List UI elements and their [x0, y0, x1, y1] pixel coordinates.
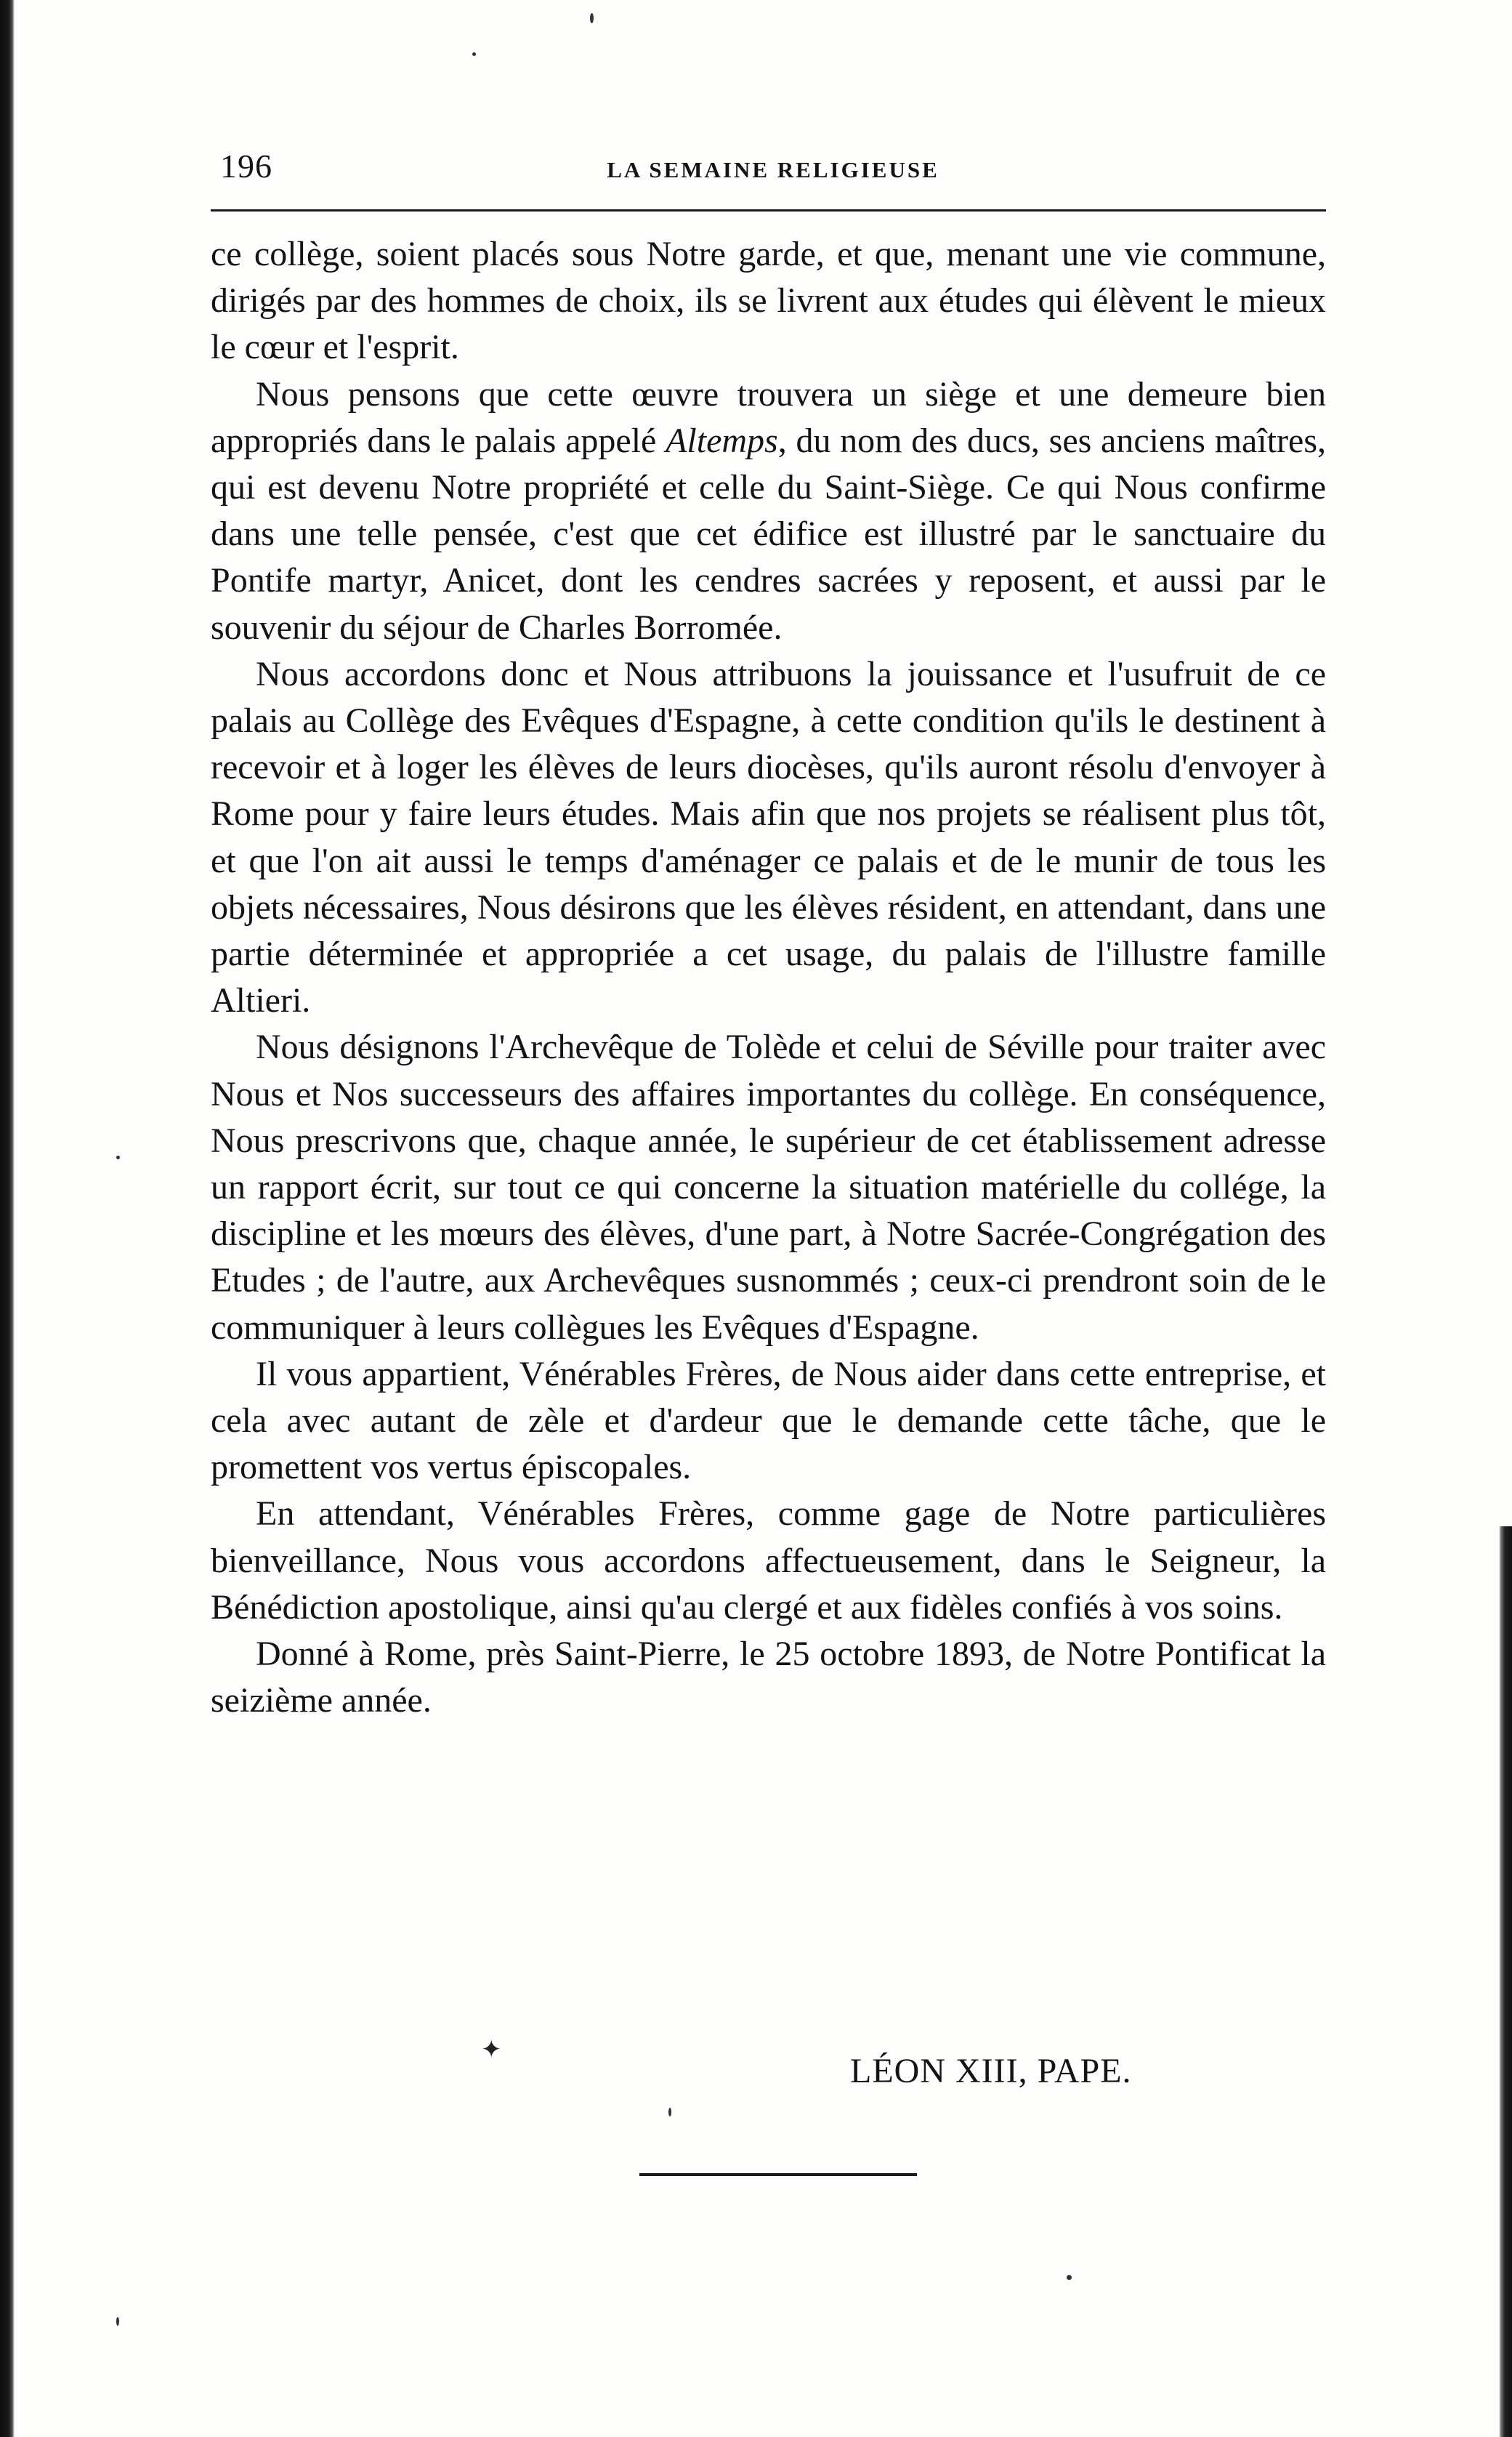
page-header: [220, 144, 1326, 195]
paragraph-3: Nous accordons donc et Nous attribuons la jouissance et l'usufruit de ce palais au Collège des Evêques d'Espagne, à cette condition qu'ils le destinent à recevoir et à loger les élèves de leurs diocèses, qu'ils auront résolu d'envoyer à Rome pour y faire leurs études. Mais afin que nos projets se réalisent plus tôt, et que l'on ait aussi le temps d'aménager ce palais et de le munir de tous les objets nécessaires, Nous désirons que les élèves résident, en attendant, dans une partie déterminée et appropriée a cet usage, du palais de l'illustre famille Altieri.: [211, 654, 1326, 1020]
scan-speck: [590, 13, 594, 23]
palace-name-italic: Altemps: [666, 421, 778, 460]
paragraph-2-before: Nous pensons que cette œuvre trouvera un siège et une demeure bien appropriés dans le palais appelé: [211, 374, 1326, 460]
paragraph-2-after: , du nom des ducs, ses anciens maîtres, qui est devenu Notre propriété et celle du Saint-Siège. Ce qui Nous confirme dans une telle pensée, c'est que cet édifice est illustré par le sanctuaire du Pontife martyr, Anicet, dont les cendres sacrées y reposent, et aussi par le souvenir du séjour de Charles Borromée.: [211, 421, 1326, 647]
scan-speck: [472, 52, 476, 56]
paragraph-4: Nous désignons l'Archevêque de Tolède et celui de Séville pour traiter avec Nous et Nos successeurs des affaires importantes du collège. En conséquence, Nous prescrivons que, chaque année, le supérieur de cet établissement adresse un rapport écrit, sur tout ce qui concerne la situation matérielle du collége, la discipline et les mœurs des élèves, d'une part, à Notre Sacrée-Congrégation des Etudes ; de l'autre, aux Archevêques susnommés ; ceux-ci prendront soin de le communiquer à leurs collègues les Evêques d'Espagne.: [211, 1028, 1326, 1347]
scan-speck: [116, 2317, 119, 2326]
footer-rule: [639, 2173, 917, 2176]
binding-edge-right: [1499, 1526, 1512, 2437]
signature: LÉON XIII, PAPE.: [850, 2052, 1132, 2090]
ink-speck-ornament: ✦: [481, 2037, 502, 2063]
scan-speck: [1067, 2275, 1072, 2280]
running-title: LA SEMAINE RELIGIEUSE: [607, 157, 939, 182]
page-number: 196: [220, 148, 272, 185]
paragraph-1: ce collège, soient placés sous Notre garde, et que, menant une vie commune, dirigés par des hommes de choix, ils se livrent aux études qui élèvent le mieux le cœur et l'esprit.: [211, 235, 1326, 367]
paragraph-6: En attendant, Vénérables Frères, comme gage de Notre particulières bienveillance, Nous vous accordons affectueusement, dans le Seigneur, la Bénédiction apostolique, ainsi qu'au clergé et aux fidèles confiés à vos soins.: [211, 1494, 1326, 1627]
body-text: [211, 231, 1326, 1725]
header-rule: [211, 209, 1326, 212]
paragraph-7: Donné à Rome, près Saint-Pierre, le 25 octobre 1893, de Notre Pontificat la seizième année.: [211, 1635, 1326, 1720]
binding-edge-left: [0, 0, 15, 2437]
paragraph-5: Il vous appartient, Vénérables Frères, de Nous aider dans cette entreprise, et cela avec autant de zèle et d'ardeur que le demande cette tâche, que le promettent vos vertus épiscopales.: [211, 1354, 1326, 1487]
scan-speck: [668, 2108, 671, 2116]
scan-speck: [116, 1156, 120, 1159]
paragraph-2: [211, 371, 1326, 651]
